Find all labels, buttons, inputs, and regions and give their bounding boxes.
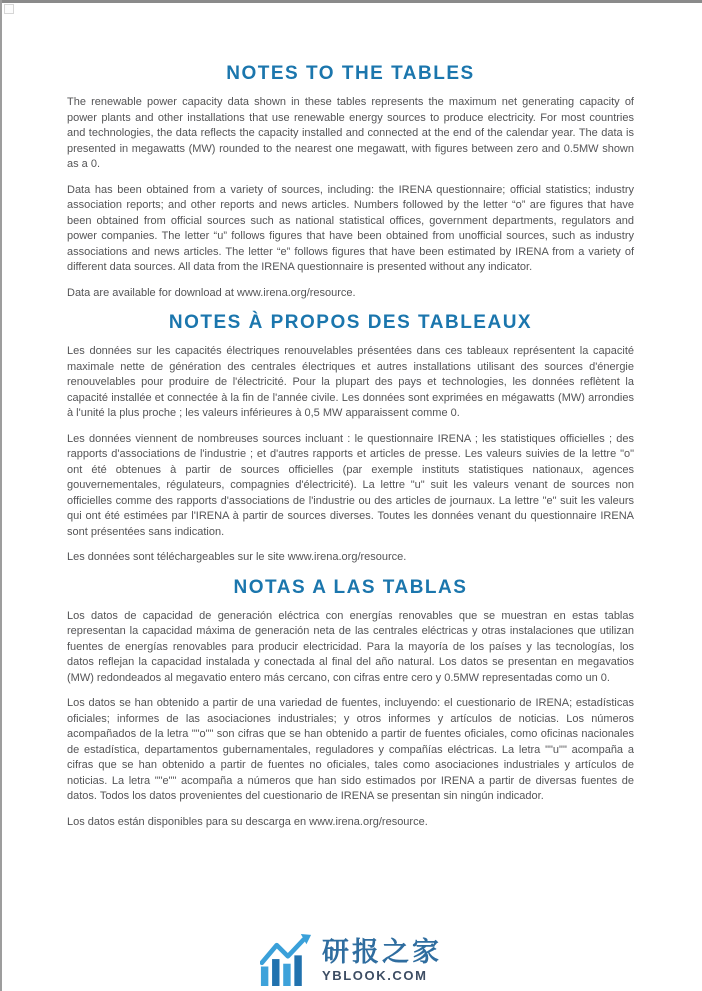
section-notes-spanish — [67, 576, 634, 831]
paragraph-spanish-2: Los datos se han obtenido a partir de una variedad de fuentes, incluyendo: el cuestionario de IRENA; estadísticas oficiales; informes de las asociaciones industriales; y otros informes y artículos de noticias. Los números acompañados de la letra ""o"" son cifras que se han obtenido a partir de fuentes oficiales, como oficinas nacionales de estadística, departamentos gubernamentales, reguladores y compañías eléctricas. La letra ""u"" acompaña a cifras que se han obtenido a partir de fuentes no oficiales, tales como asociaciones industriales y artículos de noticias. La letra ""e"" acompaña a números que han sido estimados por IRENA a partir de diversas fuentes de datos. Todos los datos provenientes del cuestionario de IRENA se presentan sin ningún indicador. — [67, 697, 634, 802]
logo-text-block — [322, 938, 442, 981]
logo-site-name: 研报之家 — [322, 937, 442, 968]
logo-site-domain: YBLOOK.COM — [322, 967, 428, 983]
section-notes-english — [67, 62, 634, 301]
paragraph-spanish-download: Los datos están disponibles para su descarga en www.irena.org/resource. — [67, 815, 428, 828]
paragraph-french-1: Les données sur les capacités électriques renouvelables présentées dans ces tableaux représentent la capacité maximale nette de génération des centrales électriques et autres installations utilisant des sources d'énergie renouvelables pour produire de l'électricité. Pour la plupart des pays et technologies, les données reflètent la capacité installée et connectée à la fin de l'année civile. Les données sont exprimées en mégawatts (MW) arrondies à l'unité la plus proche ; les valeurs inférieures à 0,5 MW apparaissent comme 0. — [67, 345, 634, 419]
section-notes-french — [67, 311, 634, 566]
paragraph-french-2: Les données viennent de nombreuses sources incluant : le questionnaire IRENA ; les statistiques officielles ; des rapports d'associations de l'industrie ; et d'autres rapports et articles de presse. Les valeurs suivies de la lettre "o" ont été obtenues à partir de sources officielles (par exemple instituts statistiques nationaux, agences gouvernementales, régulateurs, compagnies d'électricité). La lettre "u" suit les valeurs venant de sources non officielles comme des rapports d'associations de l'industrie ou des articles de journaux. La lettre "e" suit les valeurs qui ont été estimées par l'IRENA à partir de sources diverses. Toutes les données venant du questionnaire IRENA sont présentées sans indication. — [67, 432, 634, 538]
yblook-logo — [0, 934, 702, 986]
corner-artifact — [4, 4, 14, 14]
paragraph-english-download: Data are available for download at www.irena.org/resource. — [67, 286, 356, 299]
paragraph-english-1: The renewable power capacity data shown in these tables represents the maximum net generating capacity of power plants and other installations that use renewable energy sources to produce electricity. For most countries and technologies, the data reflects the capacity installed and connected at the end of the calendar year. The data is presented in megawatts (MW) rounded to the nearest one megawatt, with figures between zero and 0.5MW shown as a 0. — [67, 96, 634, 170]
section-heading-spanish: NOTAS A LAS TABLAS — [233, 576, 468, 598]
window-left-edge-divider — [0, 0, 2, 991]
section-heading-english: NOTES TO THE TABLES — [226, 63, 475, 84]
bar-chart-growth-icon — [260, 934, 312, 986]
paragraph-english-2: Data has been obtained from a variety of sources, including: the IRENA questionnaire; official statistics; industry association reports; and other reports and news articles. Numbers followed by the letter “o” are figures that have been obtained from official sources such as national statistical offices, government departments, regulators and power companies. The letter “u” follows figures that have been obtained from unofficial sources, such as industry associations and news articles. The letter “e” follows figures that have been estimated by IRENA from a variety of different data sources. All data from the IRENA questionnaire is presented without any indicator. — [67, 183, 634, 273]
page-content — [67, 52, 634, 840]
window-top-edge-divider — [0, 0, 702, 3]
paragraph-spanish-1: Los datos de capacidad de generación eléctrica con energías renovables que se muestran en estas tablas representan la capacidad máxima de generación neta de las centrales eléctricas y otras instalaciones que utilizan fuentes de energías renovables para producir electricidad. Para la mayoría de los países y las tecnologías, los datos reflejan la capacidad instalada y conectada al final del año natural. Los datos se presentan en megavatios (MW) redondeados al megavatio entero más cercano, con cifras entre cero y 0.5MW representadas como un 0. — [67, 609, 634, 684]
paragraph-french-download: Les données sont téléchargeables sur le site www.irena.org/resource. — [67, 551, 407, 563]
section-heading-french: NOTES À PROPOS DES TABLEAUX — [168, 312, 533, 333]
